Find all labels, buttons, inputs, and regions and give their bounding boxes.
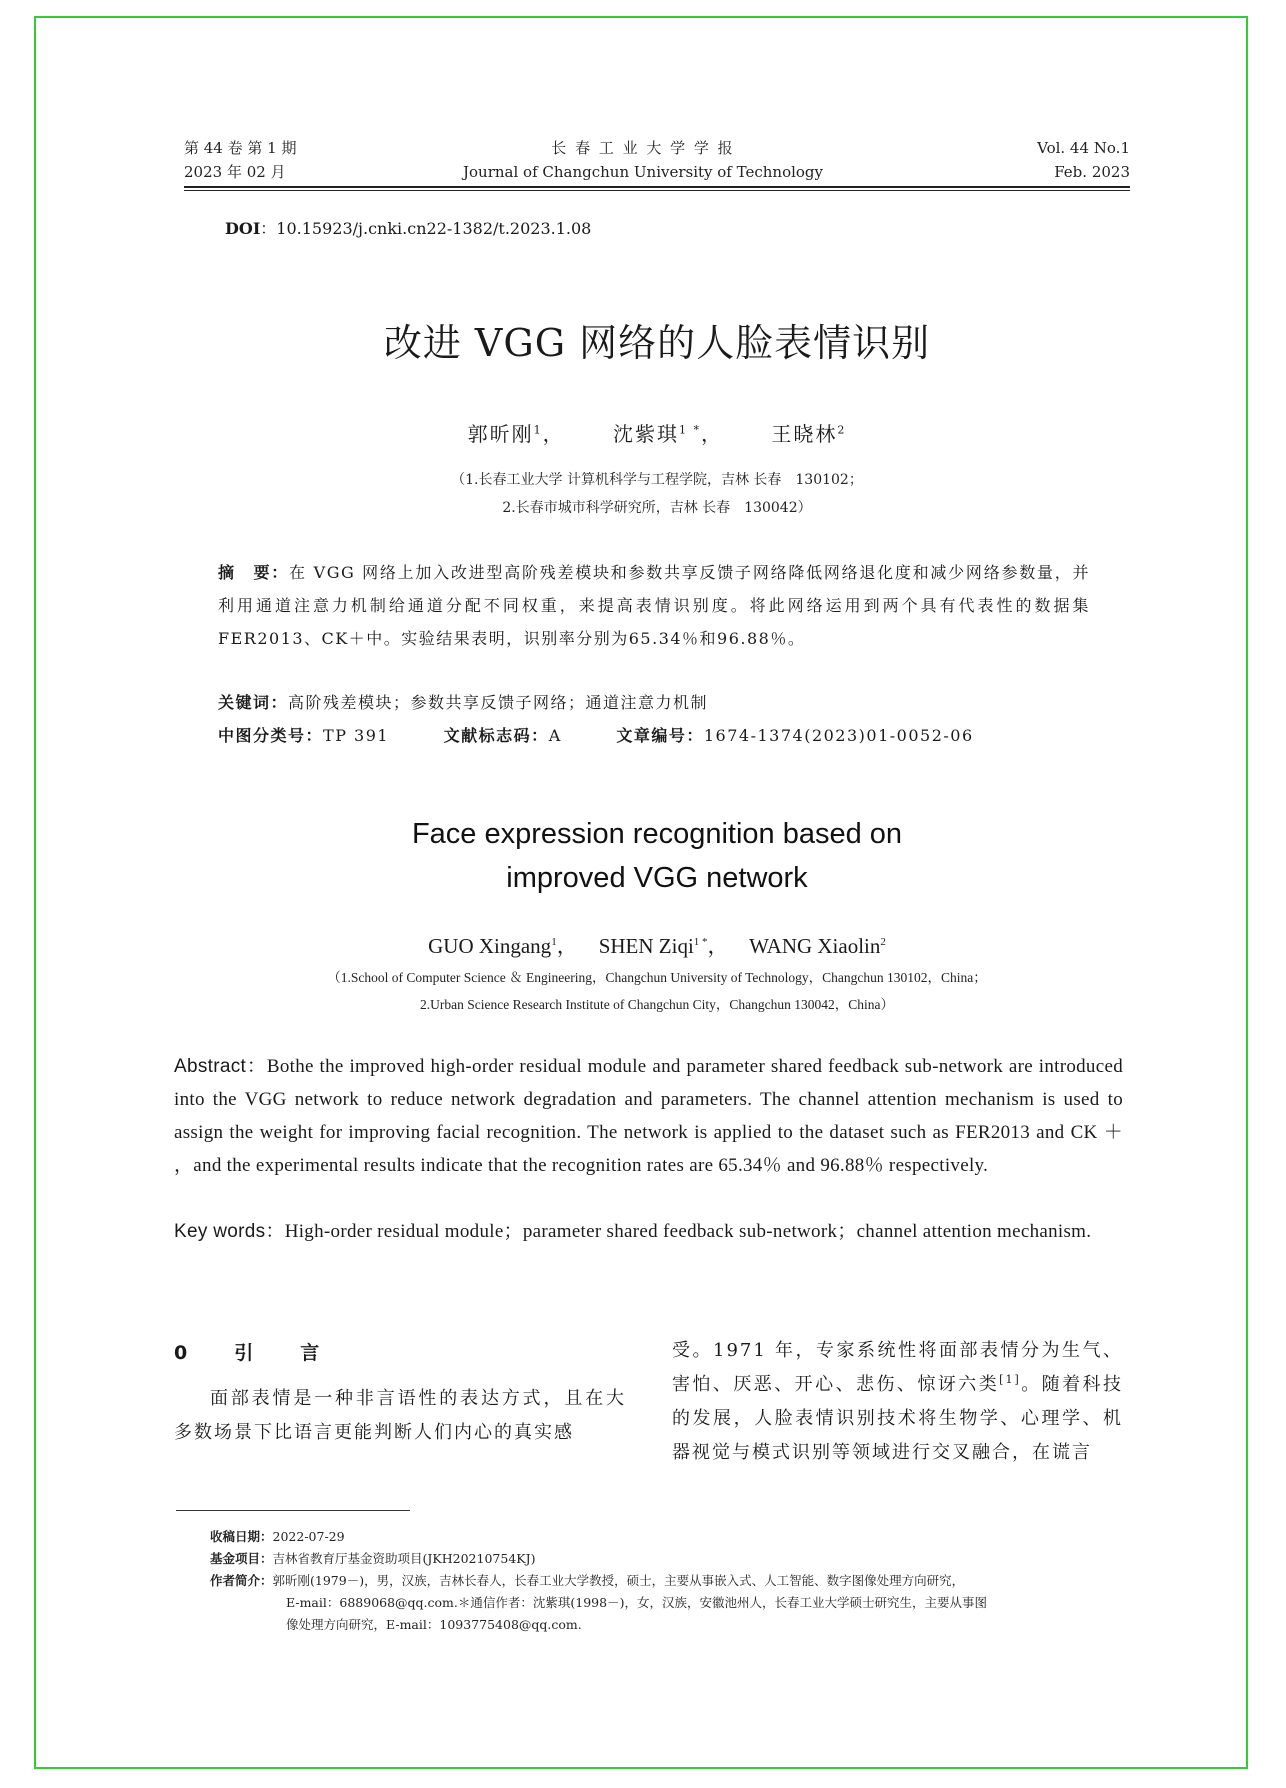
footnote-author [210,1570,1132,1636]
keywords-en-label: Key words： [174,1221,285,1242]
abstract-zh-label: 摘 要： [218,563,290,582]
footnote-label: 收稿日期： [210,1529,273,1544]
article-no-label: 文章编号： [616,726,704,745]
classification-line [218,719,1090,752]
author-affil-mark: 1 * [679,423,701,437]
section-heading: 0 引 言 [174,1342,334,1364]
article-no-value: 1674-1374(2023)01-0052-06 [703,726,974,745]
keywords-en [174,1215,1123,1248]
title-en-line: Face expression recognition based on [411,818,903,850]
abstract-zh-text: 在 VGG 网络上加入改进型高阶残差模块和参数共享反馈子网络降低网络退化度和减少网络参数量，并利用通道注意力机制给通道分配不同权重，来提高表情识别度。将此网络运用到两个具有代表性的数据集 FER2013、CK＋中。实验结果表明，识别率分别为65.34％和96.88％。 [218,563,1090,648]
doi-line [225,216,591,239]
body-column-left [174,1336,626,1450]
doc-code-value: A [548,726,562,745]
footnote-rule [176,1510,410,1511]
keywords-zh-text: 高阶残差模块；参数共享反馈子网络；通道注意力机制 [288,693,709,712]
abstract-en-label: Abstract： [174,1056,267,1077]
abstract-en-text: Bothe the improved high-order residual module and parameter shared feedback sub-network are introduced into the VGG network to reduce network degradation and parameters. The channel attention mechanism is used to assign the weight for improving facial recognition. The network is applied to the dataset such as FER2013 and CK ＋ ，and the experimental results indicate that the recognition rates are 65.34％ and 96.88％ respectively. [174,1056,1123,1176]
header-volume-issue [184,136,296,184]
body-column-right [672,1334,1123,1470]
header-rule-thin [184,190,1130,191]
title-en-line: improved VGG network [506,862,808,894]
author-name-en: GUO Xingang [428,934,552,958]
author-name-en: WANG Xiaolin [749,934,881,958]
footnote-value: 吉林省教育厅基金资助项目(JKH20210754KJ) [272,1551,536,1566]
header-date-en: Feb. 2023 [1054,163,1130,181]
journal-name-zh: 长 春 工 业 大 学 学 报 [551,139,735,157]
author-affil-mark: 1 * [693,936,708,948]
clc-value: TP 391 [323,726,390,745]
author-name-zh: 王晓林 [771,422,838,446]
body-text: 。随着科技的发展，人脸表情识别技术将生物学、心理学、机器视觉与模式识别等领域进行交叉融合，在谎言 [672,1374,1124,1463]
affiliation-line-en: 2.Urban Science Research Institute of Changchun City，Changchun 130042，China） [420,997,894,1012]
doi-label: DOI [225,219,261,238]
header-date-zh: 2023 年 02 月 [184,163,286,181]
author-affil-mark: 2 [837,423,847,437]
author-name-en: SHEN Ziqi [598,934,694,958]
doc-code-label: 文献标志码： [443,726,549,745]
author-separator: ， [707,934,729,958]
journal-name-en: Journal of Changchun University of Technology [463,163,823,181]
keywords-zh [218,686,1090,719]
clc-label: 中图分类号： [218,726,324,745]
footnote-label: 作者简介： [210,1573,273,1588]
author-separator: ， [701,422,723,446]
footnote-received [210,1526,1132,1548]
author-list-zh [184,418,1130,447]
keywords-zh-label: 关键词： [218,693,289,712]
footnote-label: 基金项目： [210,1551,273,1566]
abstract-zh [218,556,1090,655]
abstract-en [174,1050,1123,1182]
footnote-value: E-mail：6889068@qq.com.＊通信作者：沈紫琪(1998－)，女，汉族，安徽池州人，长春工业大学硕士研究生，主要从事图 [286,1595,987,1610]
footnote-fund [210,1548,1132,1570]
affiliations-zh [184,466,1130,522]
header-volume: 第 44 卷 第 1 期 [184,139,297,157]
footnote-value: 2022-07-29 [272,1529,345,1544]
author-affil-mark: 2 [880,936,886,948]
affiliation-line: （1.长春工业大学 计算机科学与工程学院，吉林 长春 130102； [451,472,863,488]
citation-ref[interactable]: [1] [999,1373,1021,1386]
body-paragraph: 面部表情是一种非言语性的表达方式，且在大多数场景下比语言更能判断人们内心的真实感 [174,1388,626,1443]
keywords-en-text: High-order residual module；parameter shared feedback sub-network；channel attention mechanism. [284,1221,1092,1242]
author-list-en [184,930,1130,960]
header-rule [184,186,1130,188]
header-volume-en [900,136,1130,184]
paper-title-zh: 改进 VGG 网络的人脸表情识别 [383,321,931,365]
author-affil-mark: 1 [551,936,557,948]
author-name-zh: 郭昕刚 [467,422,534,446]
author-separator: ， [542,422,565,446]
footnote-value: 郭昕刚(1979－)，男，汉族，吉林长春人，长春工业大学教授，硕士，主要从事嵌入式、人工智能、数字图像处理方向研究， [272,1573,965,1588]
author-separator: ， [556,934,578,958]
affiliation-line: 2.长春市城市科学研究所，吉林 长春 130042） [502,500,812,516]
header-journal-name [360,136,926,184]
paper-title-en [184,812,1130,900]
footnote-value: 像处理方向研究，E-mail：1093775408@qq.com. [286,1617,582,1632]
affiliations-en [184,964,1130,1018]
author-name-zh: 沈紫琪 [613,422,679,446]
doi-value[interactable]: ：10.15923/j.cnki.cn22-1382/t.2023.1.08 [260,219,592,238]
body-text: 受。1971 年，专家系统性将面部表情分为生气、害怕、厌恶、开心、悲伤、惊讶六类 [672,1340,1123,1395]
author-affil-mark: 1 [533,423,543,437]
affiliation-line-en: （1.School of Computer Science ＆ Engineering，Changchun University of Technology，Changchun 130102，China； [327,970,987,985]
header-vol-no: Vol. 44 No.1 [1037,139,1130,157]
